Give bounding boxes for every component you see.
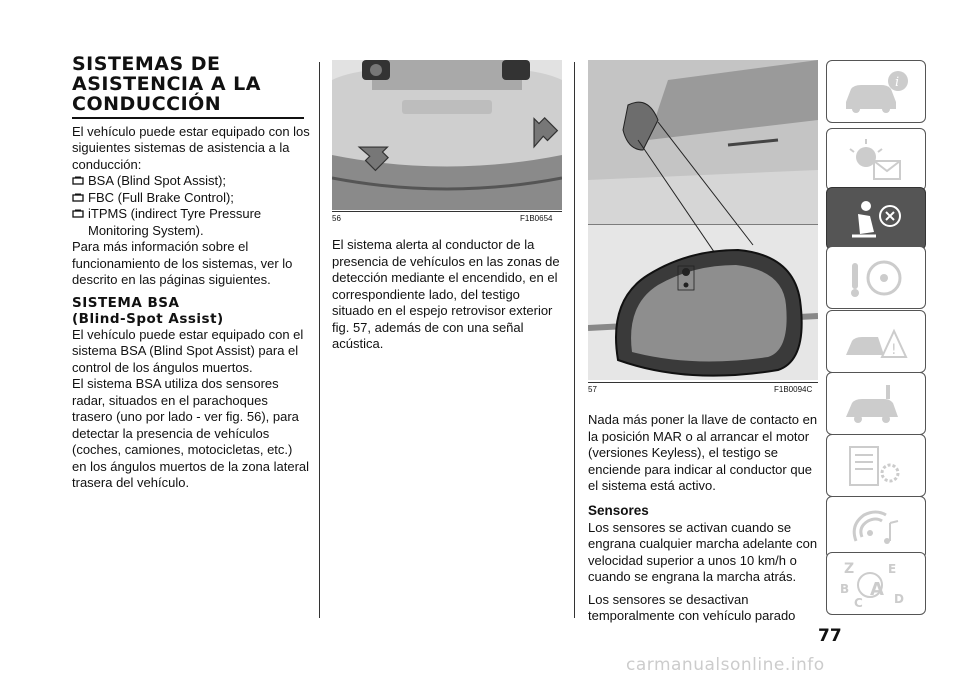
svg-text:A: A — [870, 578, 884, 600]
figure-code: F1B0654 — [520, 214, 553, 223]
breakdown-triangle-icon — [836, 317, 916, 367]
tab-car-info[interactable] — [826, 60, 926, 123]
middle-column-text — [332, 237, 564, 353]
list-item-text: iTPMS (indirect Tyre Pressure Monitoring System). — [88, 206, 262, 238]
car-info-icon — [836, 67, 916, 117]
list-item — [72, 206, 310, 239]
right-paragraph-1: Nada más poner la llave de contacto en la posición MAR o al arrancar el motor (versiones Keyless), el testigo se enciende para indicar al conductor que el sistema está activo. — [588, 412, 818, 493]
tab-starting-driving[interactable] — [826, 246, 926, 309]
tab-safety[interactable] — [826, 187, 926, 250]
tab-technical-data[interactable] — [826, 434, 926, 497]
specs-gear-icon — [836, 441, 916, 491]
list-item — [72, 190, 310, 207]
tab-index[interactable] — [826, 552, 926, 615]
tab-multimedia[interactable] — [826, 496, 926, 559]
bullet-icon — [72, 193, 84, 203]
tab-emergency[interactable] — [826, 310, 926, 373]
subtitle-line: SISTEMA BSA — [72, 294, 180, 311]
svg-text:Z: Z — [844, 560, 855, 577]
side-mirror-image — [588, 60, 818, 380]
index-az-icon — [836, 557, 916, 611]
sensores-heading: Sensores — [588, 502, 649, 518]
car-maintenance-icon — [836, 379, 916, 429]
seat-airbag-icon — [836, 194, 916, 244]
section-title — [72, 54, 310, 114]
tab-maintenance[interactable] — [826, 372, 926, 435]
right-column-text — [588, 412, 820, 625]
right-paragraph-3: Los sensores se desactivan temporalmente con vehículo parado — [588, 591, 796, 623]
multimedia-icon — [836, 503, 916, 553]
subsection-title — [72, 295, 310, 327]
list-item — [72, 173, 310, 190]
title-line: ASISTENCIA A LA — [72, 73, 261, 95]
figure-number: 57 — [588, 385, 597, 394]
more-info-paragraph: Para más información sobre el funcionamiento de los sistemas, ver lo descrito en las páginas siguientes. — [72, 239, 293, 287]
column-divider — [319, 62, 320, 618]
middle-paragraph: El sistema alerta al conductor de la presencia de vehículos en las zonas de detección mediante el encendido, en el correspondiente lado, del testigo situado en el espejo retrovisor exterior fig. 57, además de con una señal acústica. — [332, 237, 560, 351]
warning-lights-icon — [836, 135, 916, 185]
steering-key-icon — [836, 253, 916, 303]
page-number: 77 — [818, 626, 842, 646]
figure-57 — [588, 60, 818, 380]
figure-56 — [332, 60, 562, 210]
title-line: CONDUCCIÓN — [72, 93, 222, 115]
figure-code: F1B0094C — [774, 385, 813, 394]
subtitle-line: (Blind-Spot Assist) — [72, 310, 224, 327]
list-item-text: BSA (Blind Spot Assist); — [88, 173, 227, 188]
figure-rule — [332, 211, 562, 212]
figure-rule — [588, 382, 818, 383]
title-rule — [72, 117, 304, 119]
svg-text:B: B — [840, 581, 850, 596]
car-rear-bumper-image — [332, 60, 562, 210]
svg-text:D: D — [894, 591, 904, 606]
figure-number: 56 — [332, 214, 341, 223]
list-item-text: FBC (Full Brake Control); — [88, 189, 234, 205]
intro-paragraph: El vehículo puede estar equipado con los siguientes sistemas de asistencia a la conducción: — [72, 123, 310, 172]
bullet-icon — [72, 209, 84, 219]
svg-text:C: C — [854, 595, 863, 610]
bullet-icon — [72, 176, 84, 186]
right-paragraph-2: Los sensores se activan cuando se engrana cualquier marcha adelante con velocidad superior a unos 10 km/h o cuando se engrana la marcha atrás. — [588, 519, 818, 584]
bsa-paragraph-1: El vehículo puede estar equipado con el sistema BSA (Blind Spot Assist) para el control de los ángulos muertos. — [72, 326, 304, 375]
svg-text:E: E — [888, 561, 897, 576]
column-divider — [574, 62, 575, 618]
title-line: SISTEMAS DE — [72, 53, 221, 75]
watermark: carmanualsonline.info — [626, 655, 825, 675]
svg-text:!: ! — [891, 341, 897, 358]
bsa-paragraph-2: El sistema BSA utiliza dos sensores radar, situados en el parachoques trasero (uno por lado - ver fig. 56), para detectar la presencia de vehículos (coches, camiones, motocicletas, etc.) en los ángulos muertos de la zona lateral trasera del vehículo. — [72, 376, 310, 490]
tab-warning-lights[interactable] — [826, 128, 926, 191]
svg-text:i: i — [895, 74, 900, 90]
left-column — [72, 54, 310, 492]
